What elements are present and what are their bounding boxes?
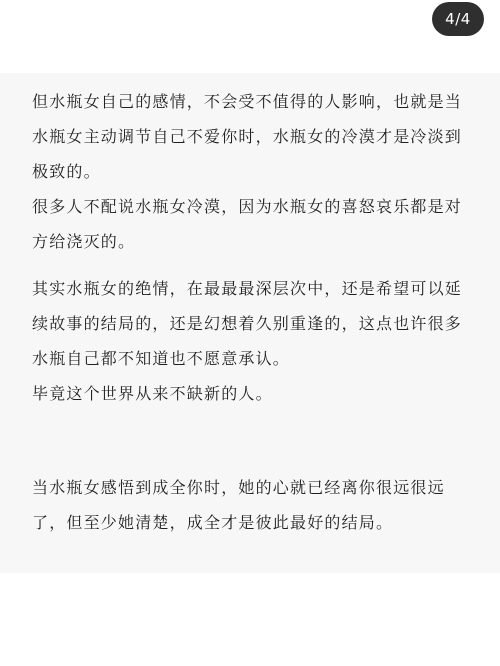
text-content-panel bbox=[0, 73, 500, 573]
paragraph-5: 当水瓶女感悟到成全你时，她的心就已经离你很远很远了，但至少她清楚，成全才是彼此最好的结局。 bbox=[32, 478, 445, 532]
paragraph-4: 毕竟这个世界从来不缺新的人。 bbox=[32, 384, 273, 403]
page-indicator-badge: 4/4 bbox=[432, 2, 484, 36]
paragraph-1: 但水瓶女自己的感情，不会受不值得的人影响，也就是当水瓶女主动调节自己不爱你时，水瓶女的冷漠才是冷淡到极致的。 bbox=[32, 92, 463, 181]
paragraph-3: 其实水瓶女的绝情，在最最最深层次中，还是希望可以延续故事的结局的，还是幻想着久别重逢的，这点也许很多水瓶自己都不知道也不愿意承认。 bbox=[32, 279, 463, 368]
paragraph-2: 很多人不配说水瓶女冷漠，因为水瓶女的喜怒哀乐都是对方给浇灭的。 bbox=[32, 197, 463, 251]
